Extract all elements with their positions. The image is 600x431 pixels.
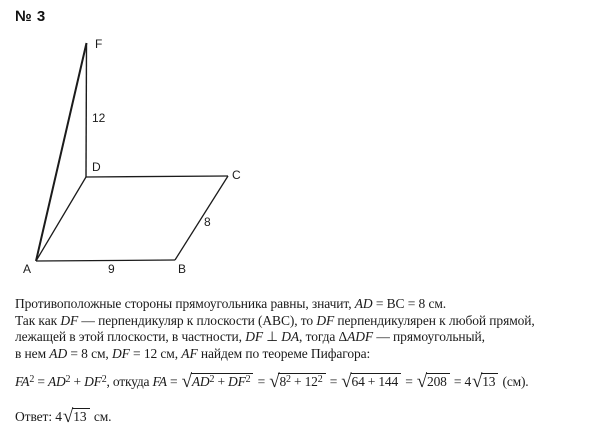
text-token: Противоположные стороны прямоугольника равны, значит, [15, 296, 355, 311]
solution-line-1 [15, 296, 595, 313]
edge-df [86, 43, 87, 177]
text-token: DF [228, 374, 246, 390]
text-token: DF [60, 312, 79, 328]
text-token: — прямоугольный, [373, 329, 485, 345]
text-token: перпендикулярен к любой прямой, [334, 312, 535, 328]
text-token: , тогда Δ [299, 329, 348, 345]
vertex-label-a: A [23, 262, 32, 276]
text-token: = 4 [450, 374, 472, 390]
text-token: найдем по теореме Пифагора: [197, 345, 371, 361]
text-token: DF [245, 329, 264, 345]
text-token: + [70, 374, 85, 390]
text-token: лежащей в этой плоскости, в частности, [15, 329, 246, 345]
text-token: — перпендикуляр к плоскости (ABC), то [78, 312, 317, 328]
text-token: DA [281, 329, 300, 345]
dimension-label-df: 12 [92, 111, 106, 125]
radicand [278, 373, 325, 391]
radical-sign: √ [269, 371, 280, 393]
text-token: AF [181, 345, 198, 361]
text-token: = [326, 374, 341, 390]
vertex-label-d: D [92, 160, 101, 174]
text-token: ADF [347, 329, 374, 345]
text-token: FA [15, 374, 30, 390]
edge-ab [36, 260, 175, 261]
dimension-label-bc: 8 [204, 215, 211, 229]
text-token: Так как [15, 312, 61, 328]
text-token: 8 [279, 374, 287, 390]
text-token: + [214, 374, 229, 390]
vertex-label-b: B [178, 262, 187, 276]
text-token: 13 [482, 374, 496, 390]
solution-line-2 [15, 313, 595, 330]
text-token: 2 [245, 373, 251, 385]
geometry-figure [0, 30, 260, 286]
text-token: = [34, 374, 48, 390]
text-token: 2 [317, 373, 323, 385]
text-token: AD [354, 296, 373, 311]
radicand [351, 373, 402, 389]
solution-text [15, 296, 595, 430]
radical-sign: √ [181, 371, 192, 393]
radicand [481, 373, 498, 389]
sqrt-expression [63, 404, 90, 430]
text-token: 2 [209, 373, 215, 385]
text-token: 2 [65, 373, 71, 385]
edge-dc [86, 176, 228, 177]
text-token: 2 [29, 373, 35, 385]
text-token: 13 [73, 409, 87, 425]
text-token: AD [49, 345, 68, 361]
text-token: = [254, 374, 269, 390]
answer-line [15, 404, 595, 430]
text-token: AD [47, 374, 66, 390]
text-token: = [166, 374, 181, 390]
radicand [72, 408, 89, 424]
text-token: DF [316, 312, 335, 328]
text-token: DF [111, 345, 130, 361]
text-token: (см). [499, 374, 529, 390]
edge-bc [175, 176, 228, 260]
radicand [426, 373, 450, 389]
sqrt-expression [472, 367, 498, 397]
text-token: = BC = 8 см. [372, 296, 447, 311]
vertex-label-c: C [232, 168, 241, 182]
radical-sign: √ [472, 371, 483, 393]
text-token: DF [84, 374, 102, 390]
sqrt-expression [269, 367, 325, 397]
solution-line-4 [15, 346, 595, 363]
radical-sign: √ [62, 406, 74, 428]
pythagoras-formula [15, 367, 595, 399]
text-token: 64 + 144 [351, 374, 399, 390]
text-token: ⊥ [263, 329, 282, 345]
text-token: = 8 см, [67, 345, 112, 361]
solution-line-3 [15, 329, 595, 346]
text-token: + 12 [290, 374, 318, 390]
text-token: Ответ: 4 [15, 409, 62, 425]
radicand [191, 373, 254, 391]
sqrt-expression [182, 367, 254, 397]
text-token: 208 [427, 374, 447, 390]
text-token: = [402, 374, 416, 390]
text-token: 2 [286, 373, 291, 385]
text-token: 2 [101, 373, 107, 385]
text-token: см. [90, 409, 112, 425]
text-token: FA [152, 374, 167, 390]
text-token: в нем [15, 345, 50, 361]
edge-ad [36, 177, 86, 261]
radical-sign: √ [416, 371, 428, 393]
edge-af [36, 43, 87, 261]
text-token: = 12 см, [129, 345, 182, 361]
radical-sign: √ [341, 371, 352, 393]
problem-number: № 3 [15, 8, 46, 25]
text-token: AD [191, 374, 210, 390]
sqrt-expression [341, 367, 401, 397]
vertex-label-f: F [95, 37, 103, 51]
dimension-label-ab: 9 [108, 262, 115, 276]
text-token: , откуда [106, 374, 153, 390]
sqrt-expression [417, 367, 450, 397]
